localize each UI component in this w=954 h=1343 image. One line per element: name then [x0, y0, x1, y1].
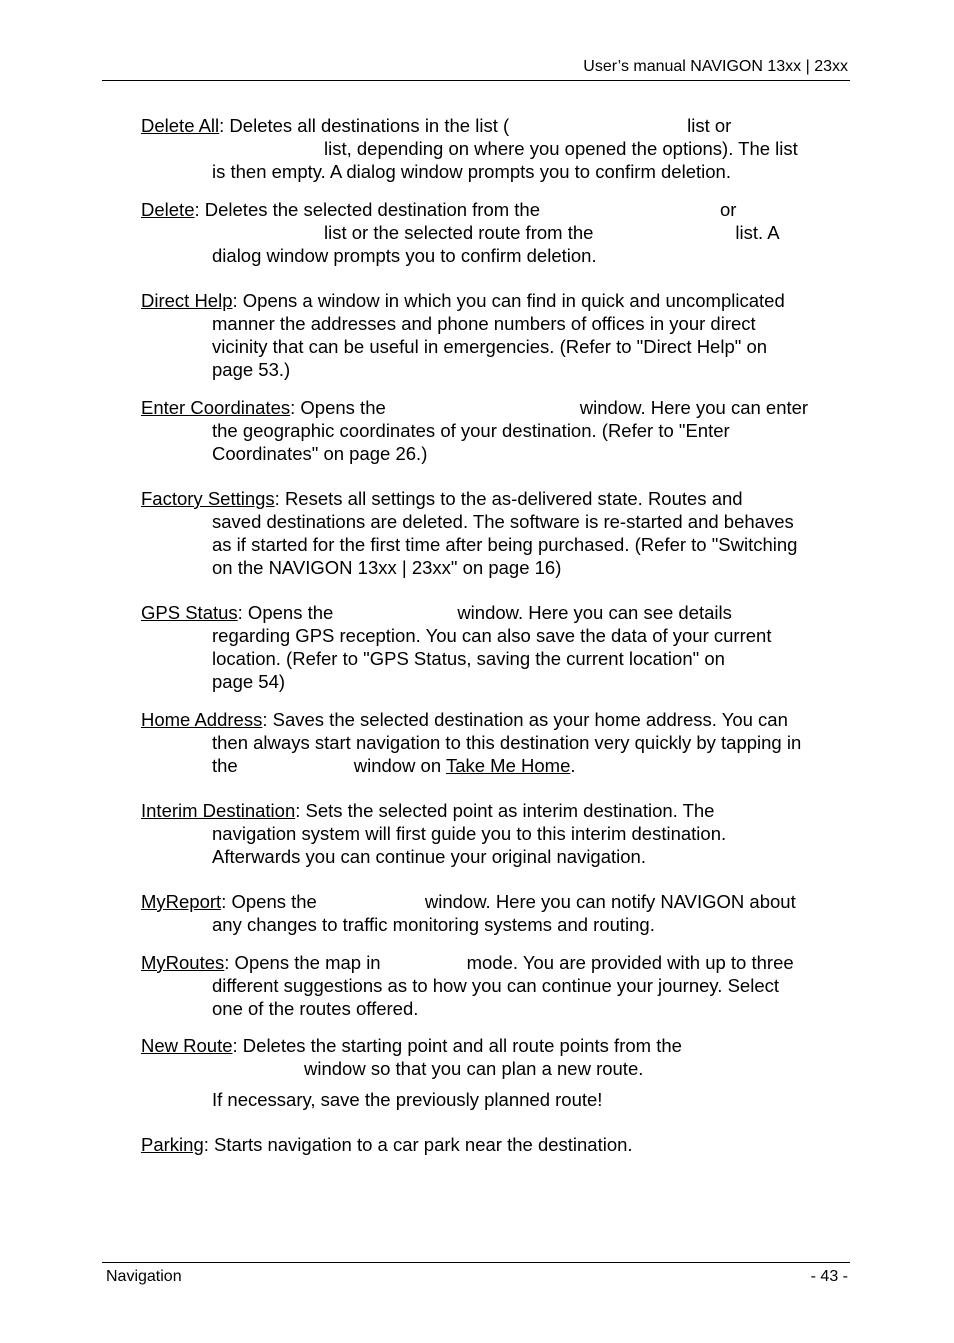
term-direct-help: Direct Help [141, 290, 233, 311]
header-title: User’s manual NAVIGON 13xx | 23xx [583, 58, 848, 75]
term-delete: Delete [141, 199, 195, 220]
page-header [102, 56, 850, 81]
entry-gps-status: GPS Status: Opens the window. Here you can see details regarding GPS reception. You can also save the data of your current location. (Refer to "GPS Status, saving the current location" on page 54) [141, 602, 772, 692]
page-number: - 43 - [810, 1268, 848, 1285]
term-delete-all: Delete All [141, 115, 220, 136]
entry-direct-help: Direct Help: Opens a window in which you can find in quick and uncomplicated manner the addresses and phone numbers of offices in your direct vicinity that can be useful in emergencies. (Refer to "Direct Help" on page 53.) [141, 290, 785, 380]
term-parking: Parking [141, 1134, 204, 1155]
entry-enter-coordinates: Enter Coordinates: Opens the window. Here you can enter the geographic coordinates of your destination. (Refer to "Enter Coordinates" on page 26.) [141, 397, 809, 464]
entry-home-address: Home Address: Saves the selected destination as your home address. You can then always start navigation to this destination very quickly by tapping in the window on Take Me Home. [141, 709, 802, 776]
footer-section: Navigation [106, 1268, 182, 1285]
term-factory-settings: Factory Settings [141, 488, 275, 509]
term-interim-destination: Interim Destination [141, 800, 296, 821]
page-footer [102, 1262, 850, 1285]
entry-new-route: New Route: Deletes the starting point and all route points from the window so that you can plan a new route. If necessary, save the previously planned route! [141, 1035, 682, 1110]
term-enter-coordinates: Enter Coordinates [141, 397, 291, 418]
entry-factory-settings: Factory Settings: Resets all settings to the as-delivered state. Routes and saved destinations are deleted. The software is re-started and behaves as if started for the first time after being purchased. (Refer to "Switching on the NAVIGON 13xx | 23xx" on page 16) [141, 488, 798, 578]
entry-delete-all: Delete All: Deletes all destinations in the list ( list or list, depending on where you opened the options). The list is then empty. A dialog window prompts you to confirm deletion. [141, 115, 798, 182]
term-gps-status: GPS Status [141, 602, 238, 623]
entry-myroutes: MyRoutes: Opens the map in mode. You are provided with up to three different suggestions as to how you can continue your journey. Select one of the routes offered. [141, 952, 794, 1019]
term-new-route: New Route [141, 1035, 233, 1056]
entry-myreport: MyReport: Opens the window. Here you can notify NAVIGON about any changes to traffic monitoring systems and routing. [141, 891, 796, 935]
entry-interim-destination: Interim Destination: Sets the selected point as interim destination. The navigation system will first guide you to this interim destination. Afterwards you can continue your original navigation. [141, 800, 727, 867]
term-home-address: Home Address [141, 709, 263, 730]
entry-delete: Delete: Deletes the selected destination from the or list or the selected route from the list. A dialog window prompts you to confirm deletion. [141, 199, 780, 266]
term-myreport: MyReport [141, 891, 222, 912]
entry-parking: Parking: Starts navigation to a car park near the destination. [141, 1134, 633, 1155]
take-me-home-reference: Take Me Home [445, 755, 571, 776]
term-myroutes: MyRoutes [141, 952, 225, 973]
